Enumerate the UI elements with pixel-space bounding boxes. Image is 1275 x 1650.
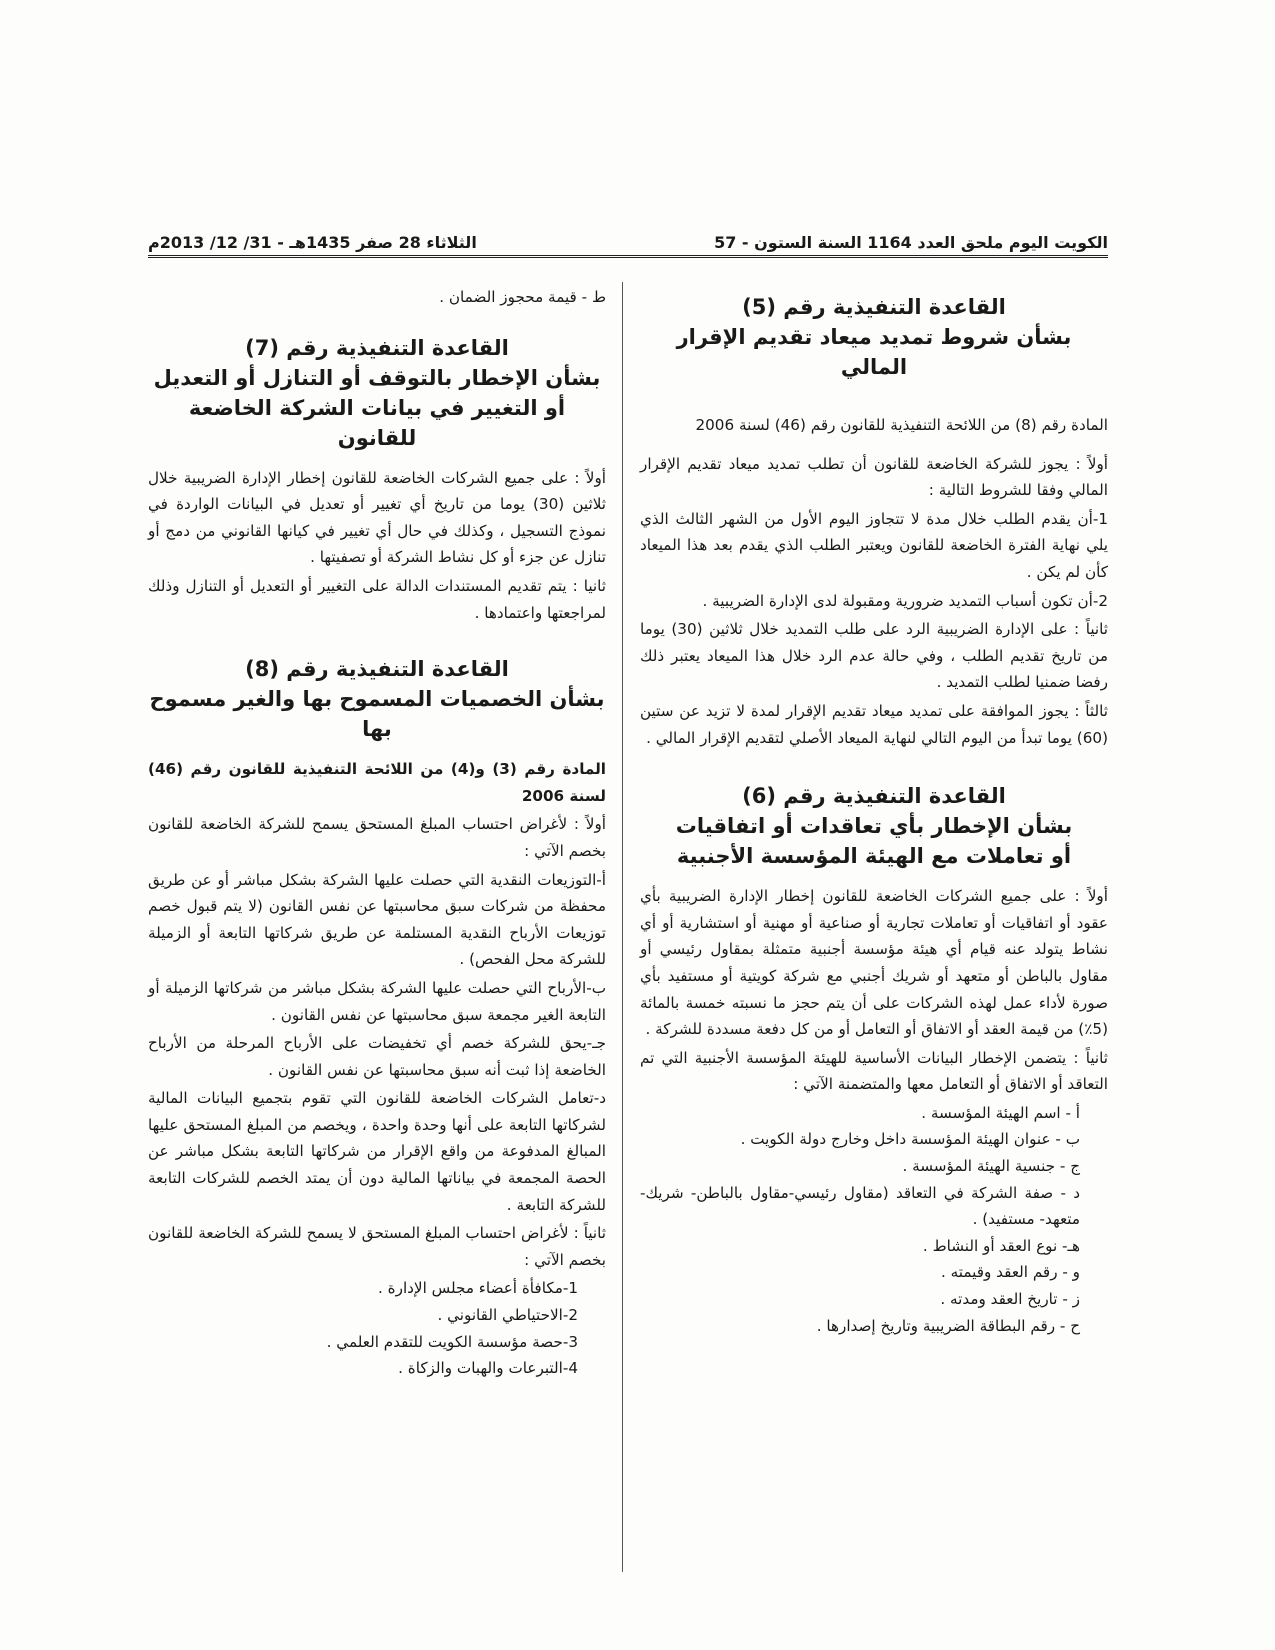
rule8-first: أولاً : لأغراض احتساب المبلغ المستحق يسمح للشركة الخاضعة للقانون بخصم الآتي : <box>148 815 606 860</box>
list-item: ح - رقم البطاقة الضريبية وتاريخ إصدارها . <box>816 1316 1080 1335</box>
rule7-title-block <box>148 333 606 453</box>
rule8-item-a: أ-التوزيعات النقدية التي حصلت عليها الشركة بشكل مباشر أو عن طريق محفظة من شركات سبق محاسبتها عن نفس القانون (لا يتم قبول خصم توزيعات الأرباح النقدية المستلمة عن طريق شركاتها التابعة أو الزميلة للشركة محل الفحص) . <box>148 870 606 969</box>
rule5-first: أولاً : يجوز للشركة الخاضعة للقانون أن تطلب تمديد ميعاد تقديم الإقرار المالي وفقا للشروط التالية : <box>640 454 1108 500</box>
list-item: 2-الاحتياطي القانوني . <box>437 1306 578 1325</box>
header-publication: الكويت اليوم ملحق العدد 1164 السنة الستون - 57 <box>714 233 1108 252</box>
rule6-title-block <box>640 781 1108 871</box>
right-column <box>640 284 1108 1339</box>
rule7-subtitle-1: بشأن الإخطار بالتوقف أو التنازل أو التعديل <box>153 365 601 390</box>
rule5-first-cond1: 1-أن يقدم الطلب خلال مدة لا تتجاوز اليوم الأول من الشهر الثالث الذي يلي نهاية الفترة الخاضعة للقانون ويعتبر الطلب الذي يقدم بعد هذا الميعاد كأن لم يكن . <box>640 509 1108 581</box>
list-item: هـ- نوع العقد أو النشاط . <box>922 1236 1080 1255</box>
list-item: ج - جنسية الهيئة المؤسسة . <box>902 1157 1080 1176</box>
list-item: 3-حصة مؤسسة الكويت للتقدم العلمي . <box>326 1332 578 1351</box>
rule5-first-cond2: 2-أن تكون أسباب التمديد ضرورية ومقبولة لدى الإدارة الضريبية . <box>702 591 1108 610</box>
rule6-first: أولاً : على جميع الشركات الخاضعة للقانون إخطار الإدارة الضريبية بأي عقود أو اتفاقيات أو تعاملات تجارية أو صناعية أو مهنية أو استشارية أو أي نشاط يتولد عنه قيام أي هيئة مؤسسة أجنبية متمثلة بمقاول رئيسي أو مقاول بالباطن أو متعهد أو شريك أجنبي مع شركة كويتية أو مستفيد بأي صورة لأداء عمل لهذه الشركات على أن يتم حجز ما نسبته خمسة بالمائة (5٪) من قيمة العقد أو الاتفاق أو التعامل أو من كل دفعة مسددة للشركة . <box>640 887 1108 1039</box>
header-rule <box>148 255 1108 258</box>
list-item: ز - تاريخ العقد ومدته . <box>940 1290 1080 1309</box>
rule5-second: ثانياً : على الإدارة الضريبية الرد على طلب التمديد خلال ثلاثين (30) يوما من تاريخ تقديم الطلب ، وفي حالة عدم الرد خلال هذا الميعاد يعتبر ذلك رفضا ضمنيا لطلب التمديد . <box>640 620 1108 692</box>
rule8-reference: المادة رقم (3) و(4) من اللائحة التنفيذية للقانون رقم (46) لسنة 2006 <box>148 760 606 805</box>
page-header <box>148 218 1108 252</box>
rule6-items <box>640 1100 1108 1339</box>
rule5-title: القاعدة التنفيذية رقم (5) <box>742 295 1006 319</box>
column-divider <box>622 282 623 1572</box>
rule8-item-b: ب-الأرباح التي حصلت عليها الشركة بشكل مباشر من شركاتها الزميلة أو التابعة الغير مجمعة سبق محاسبتها عن نفس القانون . <box>148 978 606 1024</box>
rule7-title: القاعدة التنفيذية رقم (7) <box>245 335 509 360</box>
rule6-subtitle-1: بشأن الإخطار بأي تعاقدات أو اتفاقيات <box>675 814 1073 839</box>
rule8-subtitle: بشأن الخصميات المسموح بها والغير مسموح بها <box>149 687 605 742</box>
rule8-second: ثانياً : لأغراض احتساب المبلغ المستحق لا يسمح للشركة الخاضعة للقانون بخصم الآتي : <box>148 1224 606 1269</box>
rule6-second: ثانياً : يتضمن الإخطار البيانات الأساسية للهيئة المؤسسة الأجنبية التي تم التعاقد أو الاتفاق أو التعامل معها والمتضمنة الآتي : <box>640 1048 1108 1094</box>
rule7-subtitle-2: أو التغيير في بيانات الشركة الخاضعة للقانون <box>188 395 566 450</box>
left-column <box>148 284 606 1382</box>
rule8-title-block <box>148 654 606 744</box>
list-item: أ - اسم الهيئة المؤسسة . <box>921 1103 1080 1122</box>
header-date: الثلاثاء 28 صفر 1435هـ - 31/ 12/ 2013م <box>148 233 477 252</box>
list-item: 1-مكافأة أعضاء مجلس الإدارة . <box>378 1279 578 1298</box>
item-t: ط - قيمة محجوز الضمان . <box>439 288 606 306</box>
rule5-subtitle: بشأن شروط تمديد ميعاد تقديم الإقرار المالي <box>676 325 1072 379</box>
rule8-items <box>148 1275 606 1381</box>
rule5-third: ثالثاً : يجوز الموافقة على تمديد ميعاد تقديم الإقرار لمدة لا تزيد عن ستين (60) يوما تبدأ من اليوم التالي لنهاية الميعاد الأصلي لتقديم الإقرار المالي . <box>640 701 1108 747</box>
rule8-title: القاعدة التنفيذية رقم (8) <box>245 657 509 682</box>
list-item: 4-التبرعات والهبات والزكاة . <box>398 1359 578 1378</box>
rule6-title: القاعدة التنفيذية رقم (6) <box>742 784 1006 809</box>
rule5-title-block <box>640 292 1108 382</box>
rule8-item-c: جـ-يحق للشركة خصم أي تخفيضات على الأرباح المرحلة من الأرباح الخاضعة إذا ثبت أنه سبق محاسبتها عن نفس القانون . <box>148 1034 606 1079</box>
rule7-second: ثانيا : يتم تقديم المستندات الدالة على التغيير أو التعديل أو التنازل وذلك لمراجعتها واعتمادها . <box>148 576 606 622</box>
rule8-item-d: د-تعامل الشركات الخاضعة للقانون التي تقوم بتجميع البيانات المالية لشركاتها التابعة على أنها وحدة واحدة ، ويخصم من المبلغ المستحق عليها المبالغ المدفوعة من واقع الإقرار من شركاتها التابعة بشكل مباشر عن الحصة المجمعة في بياناتها المالية دون أن يمتد الخصم للشركات التابعة للشركة التابعة . <box>148 1089 606 1214</box>
rule6-subtitle-2: أو تعاملات مع الهيئة المؤسسة الأجنبية <box>676 844 1072 869</box>
list-item: د - صفة الشركة في التعاقد (مقاول رئيسي-مقاول بالباطن- شريك- متعهد- مستفيد) . <box>640 1183 1080 1229</box>
list-item: و - رقم العقد وقيمته . <box>941 1263 1080 1282</box>
rule7-first: أولاً : على جميع الشركات الخاضعة للقانون إخطار الإدارة الضريبية خلال ثلاثين (30) يوما من تاريخ أي تغيير أو تعديل في البيانات الواردة في نموذج التسجيل ، وكذلك في حال أي تغيير في كيانها القانوني من دمج أو تنازل عن جزء أو كل نشاط الشركة أو تصفيتها . <box>148 468 606 567</box>
rule5-reference: المادة رقم (8) من اللائحة التنفيذية للقانون رقم (46) لسنة 2006 <box>695 416 1108 434</box>
list-item: ب - عنوان الهيئة المؤسسة داخل وخارج دولة الكويت . <box>740 1130 1080 1149</box>
